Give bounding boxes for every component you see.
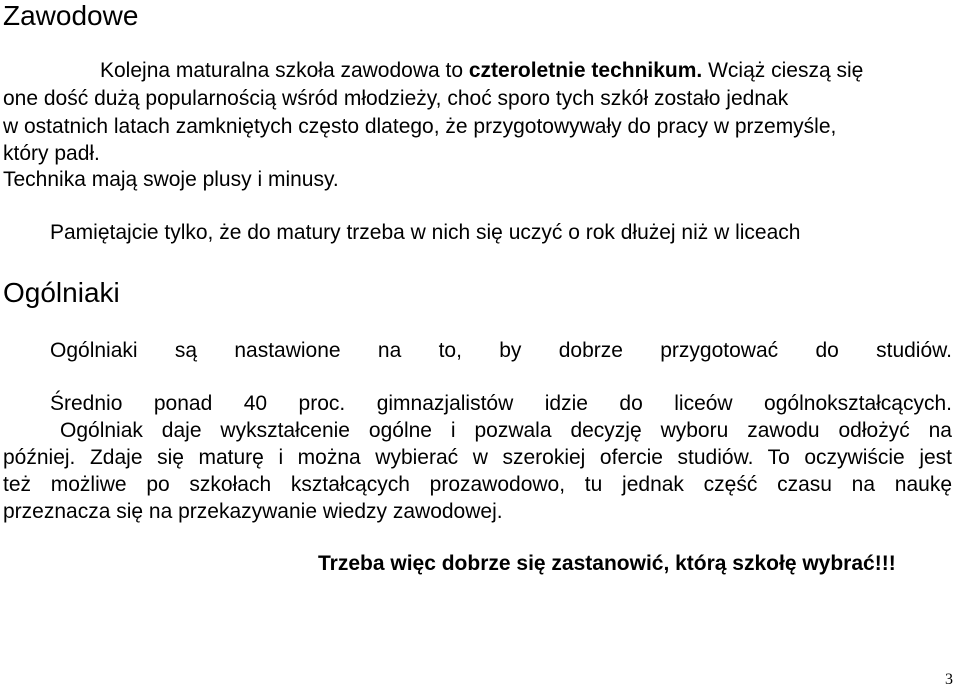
- para2-line4: też możliwe po szkołach kształcących prozawodowo, tu jednak część czasu na naukę: [3, 473, 952, 496]
- page-number: 3: [945, 671, 953, 688]
- para2-line3: później. Zdaje się maturę i można wybierać w szerokiej ofercie studiów. To oczywiście jest: [3, 446, 952, 469]
- para1-line1-bold: czteroletnie technikum.: [468, 59, 703, 82]
- para1-line1-pre: Kolejna maturalna szkoła zawodowa to: [100, 59, 469, 82]
- para1-line2: one dość dużą popularnością wśród młodzieży, choć sporo tych szkół zostało jednak: [3, 87, 789, 110]
- para1-line3: w ostatnich latach zamkniętych często dlatego, że przygotowywały do pracy w przemyśle,: [3, 115, 837, 138]
- para1-line1-post: Wciąż cieszą się: [702, 59, 864, 82]
- pamietajcie-line: Pamiętajcie tylko, że do matury trzeba w nich się uczyć o rok dłużej niż w liceach: [50, 221, 801, 244]
- heading-ogolniaki: Ogólniaki: [3, 277, 120, 308]
- para2-line2: Ogólniak daje wykształcenie ogólne i pozwala decyzję wyboru zawodu odłożyć na: [60, 419, 952, 442]
- para1-line4: który padł.: [3, 142, 100, 165]
- closing-line: Trzeba więc dobrze się zastanowić, którą szkołę wybrać!!!: [318, 552, 896, 575]
- para2-line5: przeznacza się na przekazywanie wiedzy zawodowej.: [3, 500, 503, 523]
- technika-line: Technika mają swoje plusy i minusy.: [3, 168, 339, 191]
- para2-line1: Średnio ponad 40 proc. gimnazjalistów idzie do liceów ogólnokształcących.: [50, 392, 952, 415]
- para1-line1: [100, 58, 863, 84]
- ogolniaki-line: Ogólniaki są nastawione na to, by dobrze przygotować do studiów.: [50, 339, 952, 362]
- heading-zawodowe: Zawodowe: [3, 0, 139, 31]
